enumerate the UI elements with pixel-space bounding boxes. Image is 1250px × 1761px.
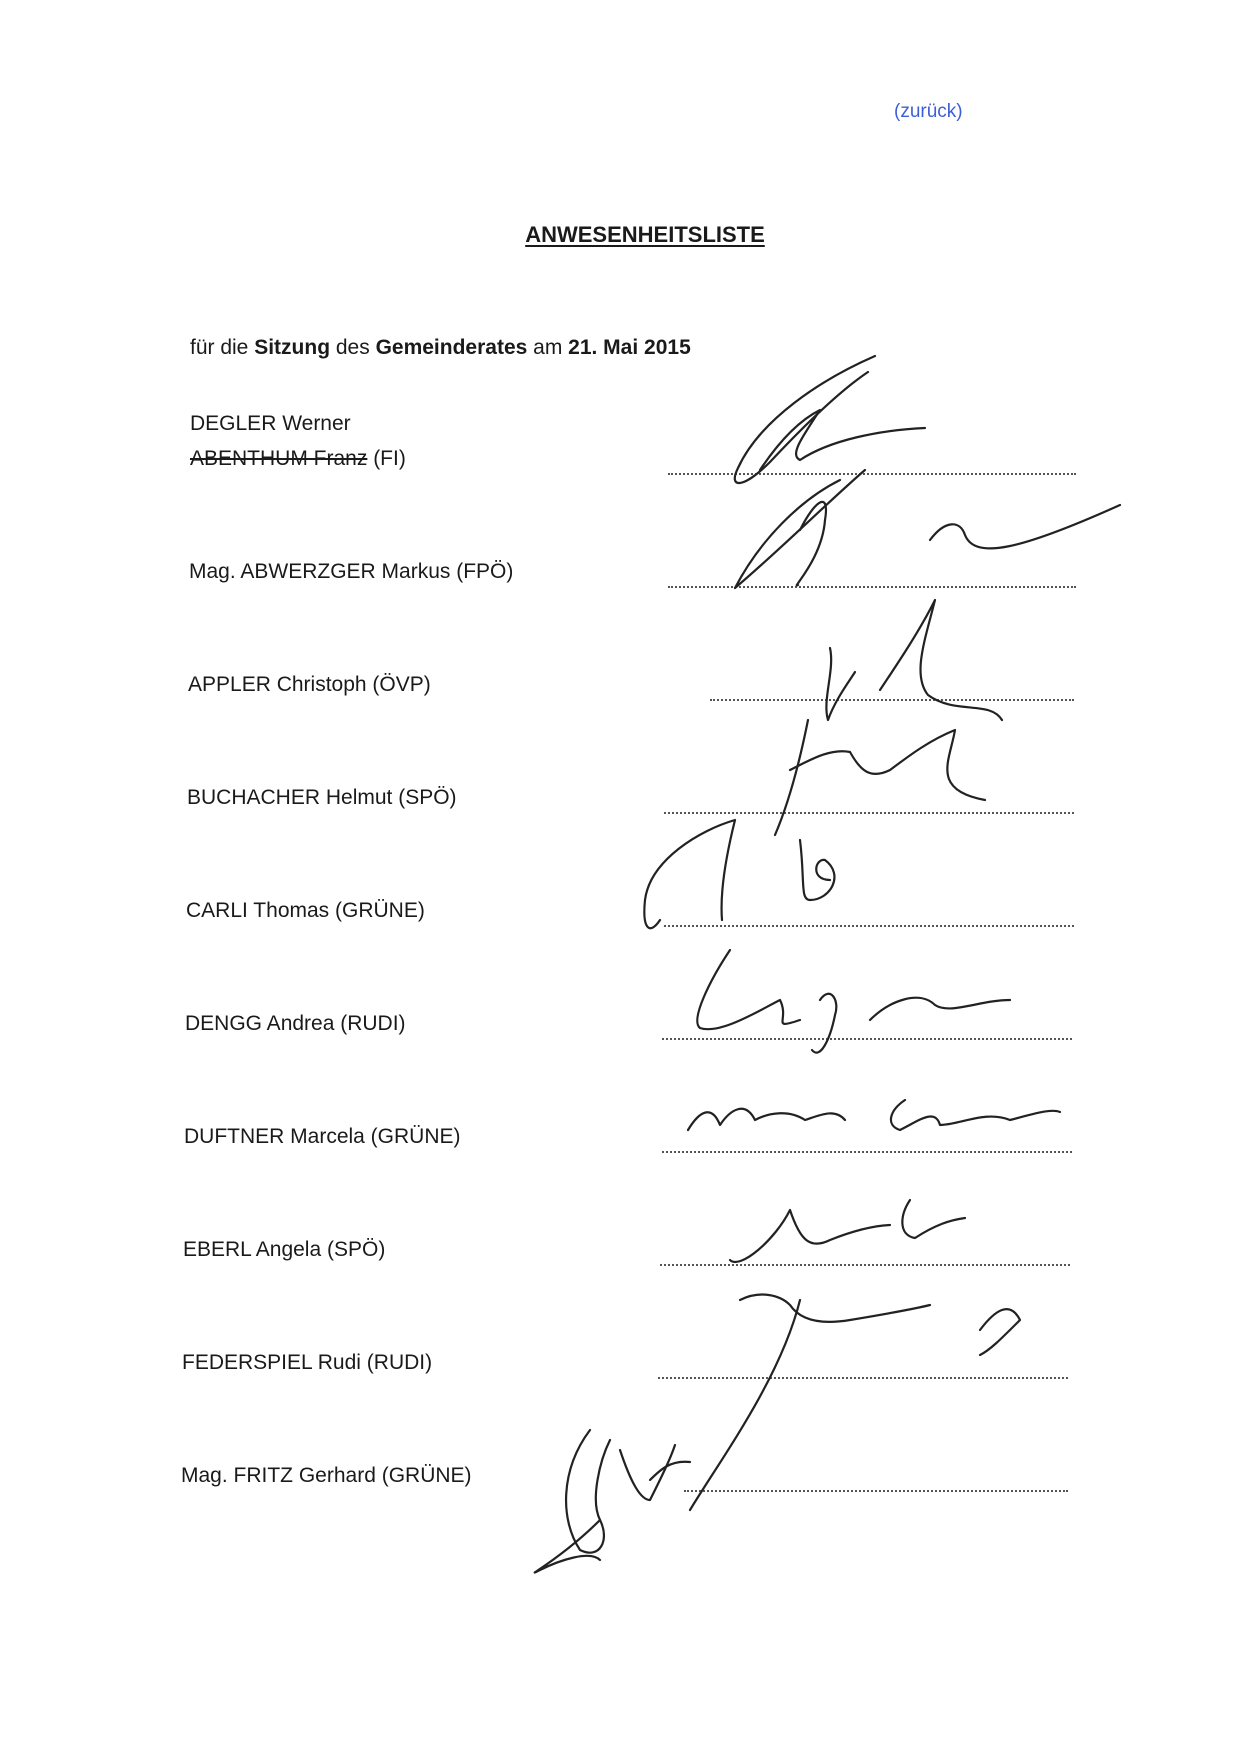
signature-line — [658, 1361, 1068, 1379]
signature-line — [662, 1135, 1072, 1153]
attendee-name: FEDERSPIEL Rudi (RUDI) — [182, 1351, 433, 1374]
signature-line — [710, 683, 1074, 701]
signature-line — [684, 1474, 1068, 1492]
attendee-row — [0, 1464, 1250, 1498]
attendee-name: BUCHACHER Helmut (SPÖ) — [187, 786, 457, 809]
attendee-row — [0, 1238, 1250, 1272]
session-subline — [190, 336, 691, 360]
attendee-name: Mag. FRITZ Gerhard (GRÜNE) — [181, 1464, 472, 1487]
struck-name: ABENTHUM Franz — [190, 447, 368, 470]
attendee-name-degler: DEGLER Werner — [190, 412, 351, 435]
signature-line — [668, 457, 1076, 475]
attendee-name: DUFTNER Marcela (GRÜNE) — [184, 1125, 461, 1148]
subline-session: Sitzung — [254, 336, 331, 359]
subline-text-1: für die — [190, 336, 255, 359]
attendee-row — [0, 560, 1250, 594]
back-link[interactable]: (zurück) — [894, 101, 963, 122]
signature-10 — [535, 1430, 690, 1573]
attendee-name: Mag. ABWERZGER Markus (FPÖ) — [189, 560, 514, 583]
signature-line — [664, 796, 1074, 814]
signature-line — [668, 570, 1076, 588]
attendee-name: APPLER Christoph (ÖVP) — [188, 673, 431, 696]
attendee-name: CARLI Thomas (GRÜNE) — [186, 899, 425, 922]
attendee-row — [0, 1125, 1250, 1159]
page-title: ANWESENHEITSLISTE — [525, 222, 765, 247]
attendee-name: DENGG Andrea (RUDI) — [185, 1012, 406, 1035]
subline-date: 21. Mai 2015 — [568, 336, 691, 359]
attendee-name-abenthum — [190, 447, 406, 471]
party-label: (FI) — [367, 447, 406, 470]
attendee-row — [0, 673, 1250, 707]
attendee-row — [0, 1351, 1250, 1385]
subline-text-2: des — [330, 336, 376, 359]
attendee-name: EBERL Angela (SPÖ) — [183, 1238, 386, 1261]
subline-text-3: am — [527, 336, 569, 359]
signature-line — [660, 1248, 1070, 1266]
attendee-row — [0, 786, 1250, 820]
signature-line — [662, 1022, 1072, 1040]
attendee-row-first — [0, 447, 1250, 481]
subline-council: Gemeinderates — [375, 336, 528, 359]
attendee-row — [0, 1012, 1250, 1046]
signature-line — [664, 909, 1074, 927]
attendee-row — [0, 899, 1250, 933]
